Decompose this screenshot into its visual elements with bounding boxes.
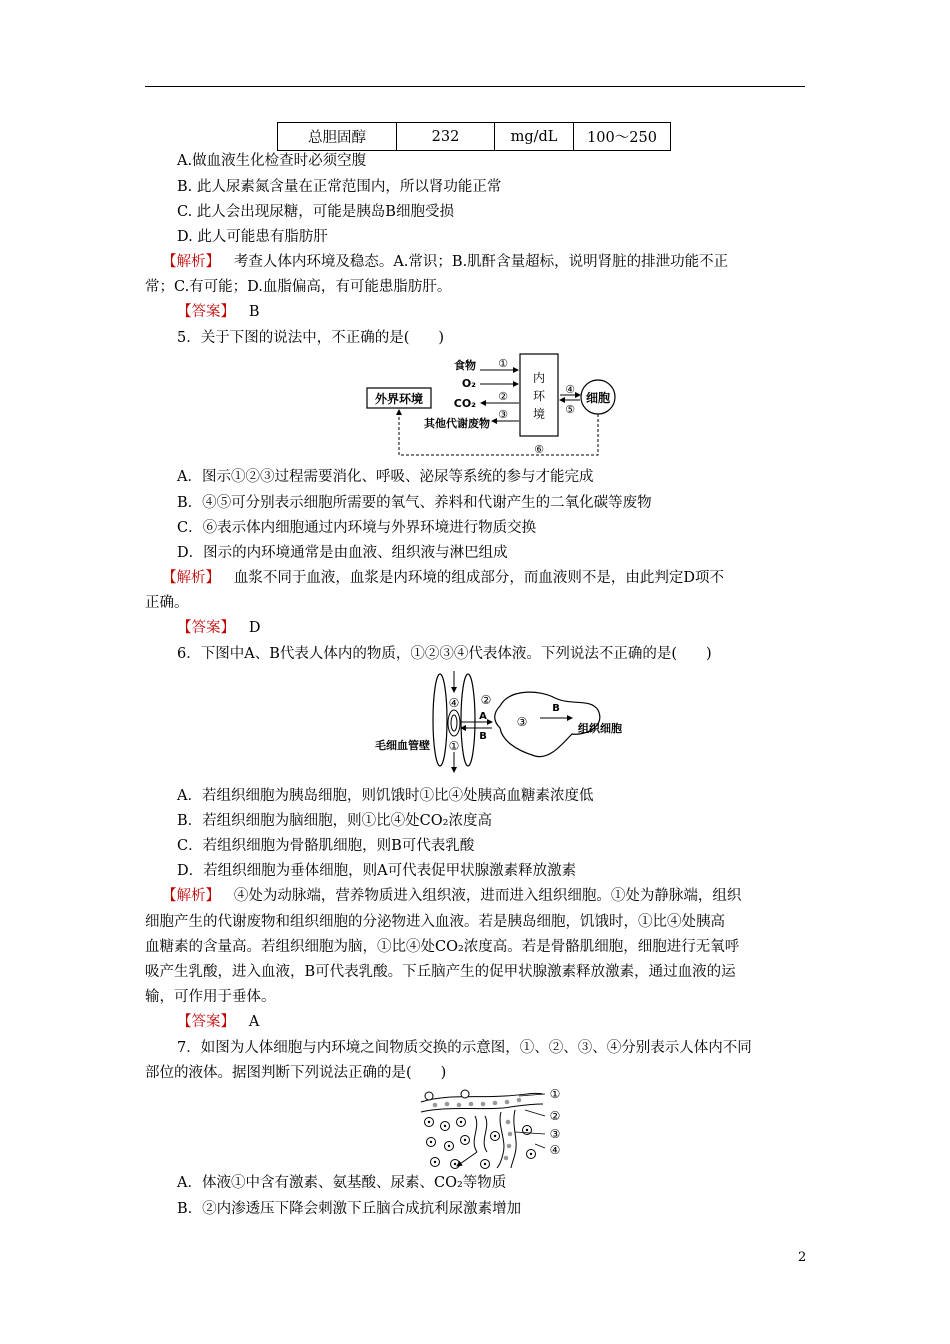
q6-option-c: C．若组织细胞为骨骼肌细胞，则B可代表乳酸 (177, 838, 475, 854)
header-rule (145, 86, 805, 87)
q4-option-c: C. 此人会出现尿糖，可能是胰岛B细胞受损 (177, 204, 454, 220)
q7-diagram (415, 1088, 575, 1170)
q6-diagram (350, 668, 640, 778)
num-6: ⑥ (534, 443, 544, 456)
num-1: ① (498, 357, 508, 370)
blood-cell-inner (451, 715, 457, 731)
q6-option-b: B．若组织细胞为脑细胞，则①比④处CO₂浓度高 (177, 813, 492, 829)
q6-analysis-line3: 血糖素的含量高。若组织细胞为脑，①比④处CO₂浓度高。若是骨骼肌细胞，细胞进行无氧呼 (145, 939, 740, 955)
co2-label: CO₂ (453, 397, 476, 410)
q6-stem: 6．下图中A、B代表人体内的物质，①②③④代表体液。下列说法不正确的是( ) (177, 646, 712, 662)
q5-option-d: D．图示的内环境通常是由血液、组织液与淋巴组成 (177, 545, 508, 561)
q4-option-a: A.做血液生化检查时必须空腹 (177, 153, 367, 169)
answer-text: D (248, 620, 261, 636)
blood-cell-outer (448, 710, 460, 736)
q6-analysis-line1 (162, 886, 741, 906)
answer-tag: 【答案】 (177, 1014, 235, 1030)
answer-tag: 【答案】 (177, 620, 235, 636)
num-2: ② (549, 1109, 561, 1123)
num-1: ① (448, 739, 460, 753)
q6-analysis-line2: 细胞产生的代谢废物和组织细胞的分泌物进入血液。若是胰岛细胞，饥饿时，①比④处胰高 (145, 914, 725, 930)
tissue-cell-label: 组织细胞 (578, 722, 622, 735)
food-label: 食物 (454, 359, 476, 372)
inner-label-3: 境 (532, 407, 546, 421)
analysis-text: ④处为动脉端，营养物质进入组织液，进而进入组织细胞。①处为静脉端，组织 (233, 888, 742, 904)
item-value: 232 (397, 123, 495, 151)
capillary-wall-right (461, 674, 475, 766)
analysis-tag: 【解析】 (162, 570, 220, 586)
q7-stem-line1: 7．如图为人体细胞与内环境之间物质交换的示意图，①、②、③、④分别表示人体内不同 (177, 1040, 752, 1056)
q5-option-c: C．⑥表示体内细胞通过内环境与外界环境进行物质交换 (177, 520, 537, 536)
answer-tag: 【答案】 (177, 304, 235, 320)
item-name: 总胆固醇 (278, 123, 397, 151)
num-5: ⑤ (565, 403, 575, 416)
num-3: ③ (516, 715, 528, 729)
analysis-text: 血浆不同于血液，血浆是内环境的组成部分，而血液则不是，由此判定D项不 (233, 570, 724, 586)
outside-label: 外界环境 (374, 392, 424, 406)
q5-stem: 5．关于下图的说法中，不正确的是( ) (177, 330, 445, 346)
q4-analysis-line1 (162, 252, 728, 272)
q4-answer (177, 302, 259, 322)
num-4: ④ (549, 1143, 561, 1157)
num-4: ④ (448, 696, 460, 710)
o2-label: O₂ (461, 377, 476, 390)
num-1: ① (549, 1088, 561, 1101)
q5-option-a: A．图示①②③过程需要消化、呼吸、泌尿等系统的参与才能完成 (177, 469, 594, 485)
item-range: 100～250 (574, 123, 671, 151)
q6-analysis-line5: 输，可作用于垂体。 (145, 989, 276, 1005)
q7-option-b: B．②内渗透压下降会刺激下丘脑合成抗利尿激素增加 (177, 1201, 522, 1217)
label-a: A (479, 711, 487, 722)
analysis-tag: 【解析】 (162, 254, 220, 270)
page-number: 2 (798, 1250, 807, 1265)
num-4: ④ (565, 383, 575, 396)
analysis-tag: 【解析】 (162, 888, 220, 904)
inner-label-1: 内 (532, 371, 546, 385)
q5-option-b: B．④⑤可分别表示细胞所需要的氧气、养料和代谢产生的二氧化碳等废物 (177, 495, 652, 511)
q7-option-a: A．体液①中含有激素、氨基酸、尿素、CO₂等物质 (177, 1175, 507, 1191)
item-unit: mg/dL (495, 123, 574, 151)
q5-diagram (360, 350, 625, 462)
q7-stem-line2: 部位的液体。据图判断下列说法正确的是( ) (145, 1065, 447, 1081)
q6-option-a: A．若组织细胞为胰岛细胞，则饥饿时①比④处胰高血糖素浓度低 (177, 788, 594, 804)
answer-text: A (248, 1014, 260, 1030)
num-3: ③ (549, 1127, 561, 1141)
plasma-dots (433, 1098, 522, 1108)
q5-answer (177, 618, 260, 638)
capillary-label: 毛细血管壁 (375, 739, 430, 752)
q6-option-d: D．若组织细胞为垂体细胞，则A可代表促甲状腺激素释放激素 (177, 863, 577, 879)
num-2: ② (498, 390, 508, 403)
q4-option-d: D. 此人可能患有脂肪肝 (177, 229, 328, 245)
q5-analysis-line1 (162, 568, 724, 588)
q6-answer (177, 1012, 259, 1032)
q6-analysis-line4: 吸产生乳酸，进入血液，B可代表乳酸。下丘脑产生的促甲状腺激素释放激素，通过血液的运 (145, 964, 736, 980)
capillary-wall-left (433, 674, 447, 766)
q4-option-b: B. 此人尿素氮含量在正常范围内，所以肾功能正常 (177, 179, 502, 195)
cholesterol-table-row (277, 122, 671, 151)
q4-analysis-line2: 常；C.有可能；D.血脂偏高，有可能患脂肪肝。 (145, 279, 452, 295)
inner-label-2: 环 (532, 389, 546, 403)
num-3: ③ (498, 408, 508, 421)
waste-label: 其他代谢废物 (424, 417, 490, 430)
label-b-left: B (479, 731, 487, 742)
label-b-right: B (552, 703, 560, 714)
q5-analysis-line2: 正确。 (145, 595, 189, 611)
num-2: ② (480, 693, 492, 707)
answer-text: B (248, 304, 260, 320)
analysis-text: 考查人体内环境及稳态。A.常识；B.肌酐含量超标，说明肾脏的排泄功能不正 (233, 254, 729, 270)
cell-label: 细胞 (585, 391, 611, 405)
